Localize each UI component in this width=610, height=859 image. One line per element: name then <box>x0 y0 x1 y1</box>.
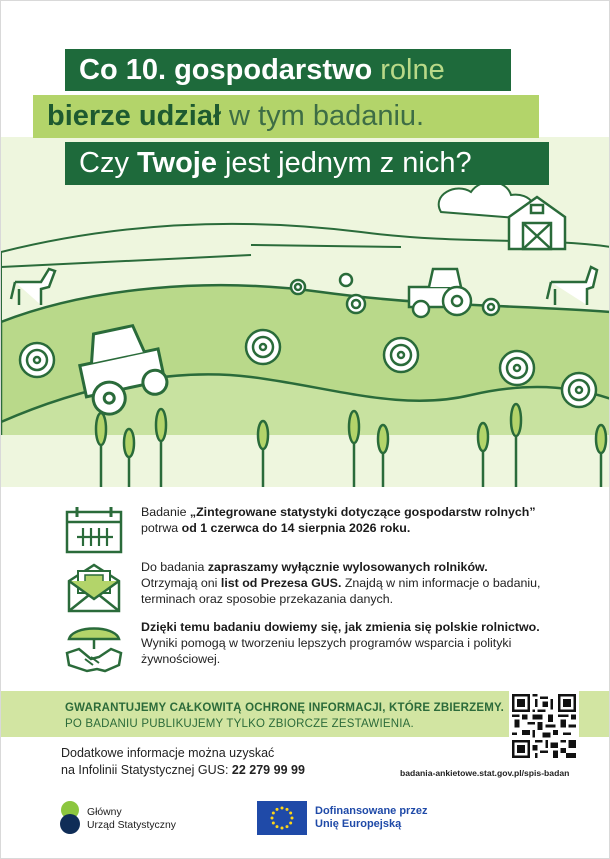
gus-logo-text <box>87 806 176 832</box>
envelope-icon <box>61 559 127 617</box>
eu-star <box>281 827 284 830</box>
text-span: Do badania <box>141 560 208 574</box>
contact-line-1: Dodatkowe informacje można uzyskać <box>61 746 275 760</box>
text-bold: Dzięki temu badaniu dowiemy się, jak zmienia się polskie rolnictwo. <box>141 620 540 634</box>
eu-star <box>291 817 294 820</box>
eu-line-1: Dofinansowane przez <box>315 805 428 817</box>
phone-number[interactable]: 22 279 99 99 <box>231 763 305 777</box>
eu-star <box>276 825 279 828</box>
headline-line-1 <box>65 49 511 91</box>
headline-1-bold: Co 10. gospodarstwo <box>79 53 373 86</box>
info-row-invitation <box>61 559 581 617</box>
eu-star <box>286 825 289 828</box>
calendar-icon <box>61 504 127 562</box>
headline-3-a: Czy <box>79 147 129 179</box>
eu-line-2: Unię Europejską <box>315 818 402 830</box>
info-row-benefits <box>61 619 581 677</box>
text-bold: list od Prezesa GUS. <box>220 576 342 590</box>
eu-star <box>289 822 292 825</box>
text-line: terminach oraz sposobie przekazania danych. <box>141 592 394 606</box>
survey-url-link[interactable]: badania-ankietowe.stat.gov.pl/spis-badan <box>400 768 570 778</box>
gus-line-1: Główny <box>87 807 122 818</box>
text-span: potrwa <box>141 521 182 535</box>
text-span: Otrzymają oni <box>141 576 221 590</box>
headline-3-b: jest jednym z nich? <box>224 147 472 179</box>
gus-line-2: Urząd Statystyczny <box>87 820 176 831</box>
info-text-invitation <box>141 559 540 607</box>
eu-star <box>271 817 274 820</box>
headline-2-light: w tym badaniu. <box>229 100 425 132</box>
text-line: Wyniki pomogą w tworzeniu lepszych programów wsparcia i polityki <box>141 636 512 650</box>
text-span: Badanie <box>141 505 190 519</box>
qr-code[interactable] <box>509 691 579 761</box>
guarantee-line-2: PO BADANIU PUBLIKUJEMY TYLKO ZBIORCZE ZESTAWIENIA. <box>65 718 414 730</box>
text-span: Znajdą w nim informacje o badaniu, <box>341 576 541 590</box>
headline-1-light: rolne <box>380 53 445 86</box>
info-row-dates <box>61 504 581 562</box>
headline-3-bold: Twoje <box>136 147 217 179</box>
eu-flag-icon <box>257 801 307 835</box>
survey-dates: od 1 czerwca do 14 sierpnia 2026 roku. <box>181 521 411 535</box>
farm-illustration <box>1 137 610 487</box>
gus-logo-icon <box>57 801 83 835</box>
handshake-umbrella-icon <box>61 619 127 677</box>
eu-star <box>286 808 289 811</box>
eu-funding-text <box>315 805 427 831</box>
info-text-dates <box>141 504 536 536</box>
headline-2-bold: bierze udział <box>47 100 222 132</box>
headline-line-2 <box>33 95 539 138</box>
eu-star <box>289 812 292 815</box>
text-line: żywnościowej. <box>141 652 221 666</box>
guarantee-line-1: GWARANTUJEMY CAŁKOWITĄ OCHRONĘ INFORMACJI, KTÓRE ZBIERZEMY. <box>65 702 505 714</box>
eu-star <box>272 822 275 825</box>
eu-star <box>272 812 275 815</box>
text-bold: zapraszamy wyłącznie wylosowanych rolników. <box>207 560 488 574</box>
contact-line-2: na Infolinii Statystycznej GUS: <box>61 763 232 777</box>
info-text-benefits <box>141 619 540 667</box>
eu-star <box>281 807 284 810</box>
contact-info <box>61 745 305 779</box>
eu-star <box>276 808 279 811</box>
survey-name: „Zintegrowane statystyki dotyczące gospodarstw rolnych” <box>189 505 536 519</box>
headline-line-3 <box>65 142 549 185</box>
